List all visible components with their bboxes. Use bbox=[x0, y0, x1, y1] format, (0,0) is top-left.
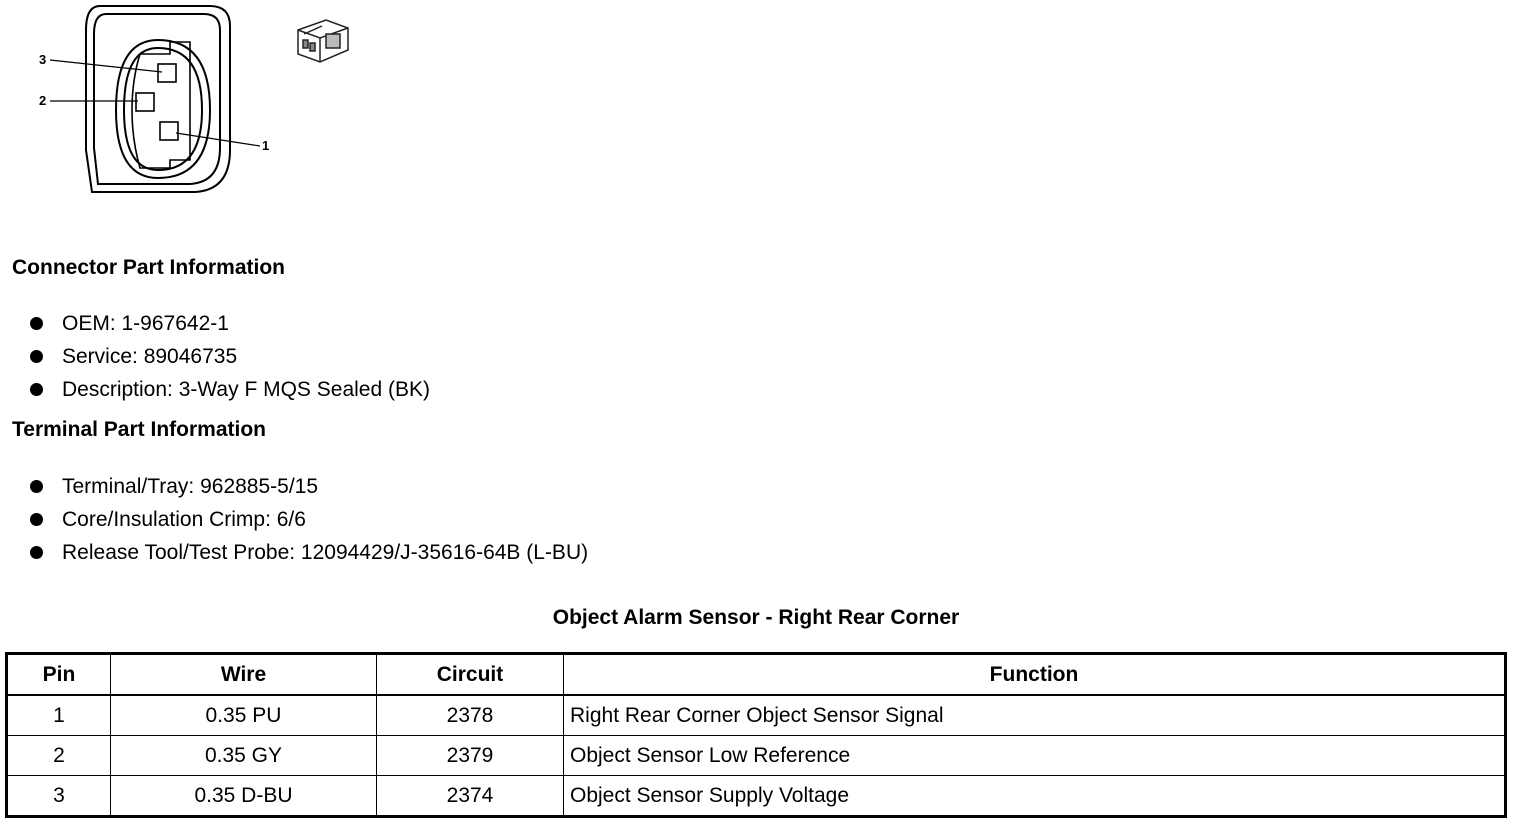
cell-function: Object Sensor Low Reference bbox=[564, 736, 1506, 776]
bullet-icon bbox=[30, 383, 43, 396]
pinout-table-title: Object Alarm Sensor - Right Rear Corner bbox=[552, 606, 960, 629]
list-item bbox=[28, 472, 588, 505]
connector-thumbnail-image bbox=[290, 12, 352, 68]
connector-part-info-list bbox=[28, 309, 430, 408]
cell-wire: 0.35 D-BU bbox=[111, 776, 377, 817]
terminal-cavity-2 bbox=[136, 93, 154, 111]
cell-function: Right Rear Corner Object Sensor Signal bbox=[564, 695, 1506, 736]
list-item-text: Service: 89046735 bbox=[62, 345, 238, 368]
cell-wire: 0.35 PU bbox=[111, 695, 377, 736]
connector-face-diagram bbox=[30, 0, 290, 200]
cell-pin: 2 bbox=[7, 736, 111, 776]
list-item bbox=[28, 505, 588, 538]
bullet-icon bbox=[30, 480, 43, 493]
column-header-function: Function bbox=[564, 654, 1506, 696]
cell-wire: 0.35 GY bbox=[111, 736, 377, 776]
column-header-circuit: Circuit bbox=[377, 654, 564, 696]
list-item bbox=[28, 309, 430, 342]
pin-label-1: 1 bbox=[262, 138, 270, 153]
column-header-pin: Pin bbox=[7, 654, 111, 696]
table-row bbox=[7, 736, 1506, 776]
cell-pin: 3 bbox=[7, 776, 111, 817]
list-item-text: Core/Insulation Crimp: 6/6 bbox=[62, 508, 306, 531]
bullet-icon bbox=[30, 317, 43, 330]
bullet-icon bbox=[30, 546, 43, 559]
table-header-row bbox=[7, 654, 1506, 696]
connector-part-info-heading: Connector Part Information bbox=[12, 256, 286, 279]
terminal-cavity-3 bbox=[158, 64, 176, 82]
list-item-text: Release Tool/Test Probe: 12094429/J-35616-64B (L-BU) bbox=[62, 541, 589, 564]
list-item-text: Terminal/Tray: 962885-5/15 bbox=[62, 475, 319, 498]
terminal-cavity-1 bbox=[160, 122, 178, 140]
pin-label-3: 3 bbox=[39, 52, 47, 67]
list-item bbox=[28, 342, 430, 375]
cell-circuit: 2379 bbox=[377, 736, 564, 776]
pin-label-2: 2 bbox=[39, 93, 47, 108]
terminal-part-info-list bbox=[28, 472, 588, 571]
list-item bbox=[28, 375, 430, 408]
table-row bbox=[7, 695, 1506, 736]
list-item-text: Description: 3-Way F MQS Sealed (BK) bbox=[62, 378, 430, 401]
bullet-icon bbox=[30, 350, 43, 363]
cell-pin: 1 bbox=[7, 695, 111, 736]
cell-circuit: 2378 bbox=[377, 695, 564, 736]
terminal-part-info-heading: Terminal Part Information bbox=[12, 418, 266, 441]
table-row bbox=[7, 776, 1506, 817]
list-item-text: OEM: 1-967642-1 bbox=[62, 312, 229, 335]
list-item bbox=[28, 538, 588, 571]
column-header-wire: Wire bbox=[111, 654, 377, 696]
pinout-table bbox=[5, 652, 1507, 818]
cell-circuit: 2374 bbox=[377, 776, 564, 817]
cell-function: Object Sensor Supply Voltage bbox=[564, 776, 1506, 817]
bullet-icon bbox=[30, 513, 43, 526]
